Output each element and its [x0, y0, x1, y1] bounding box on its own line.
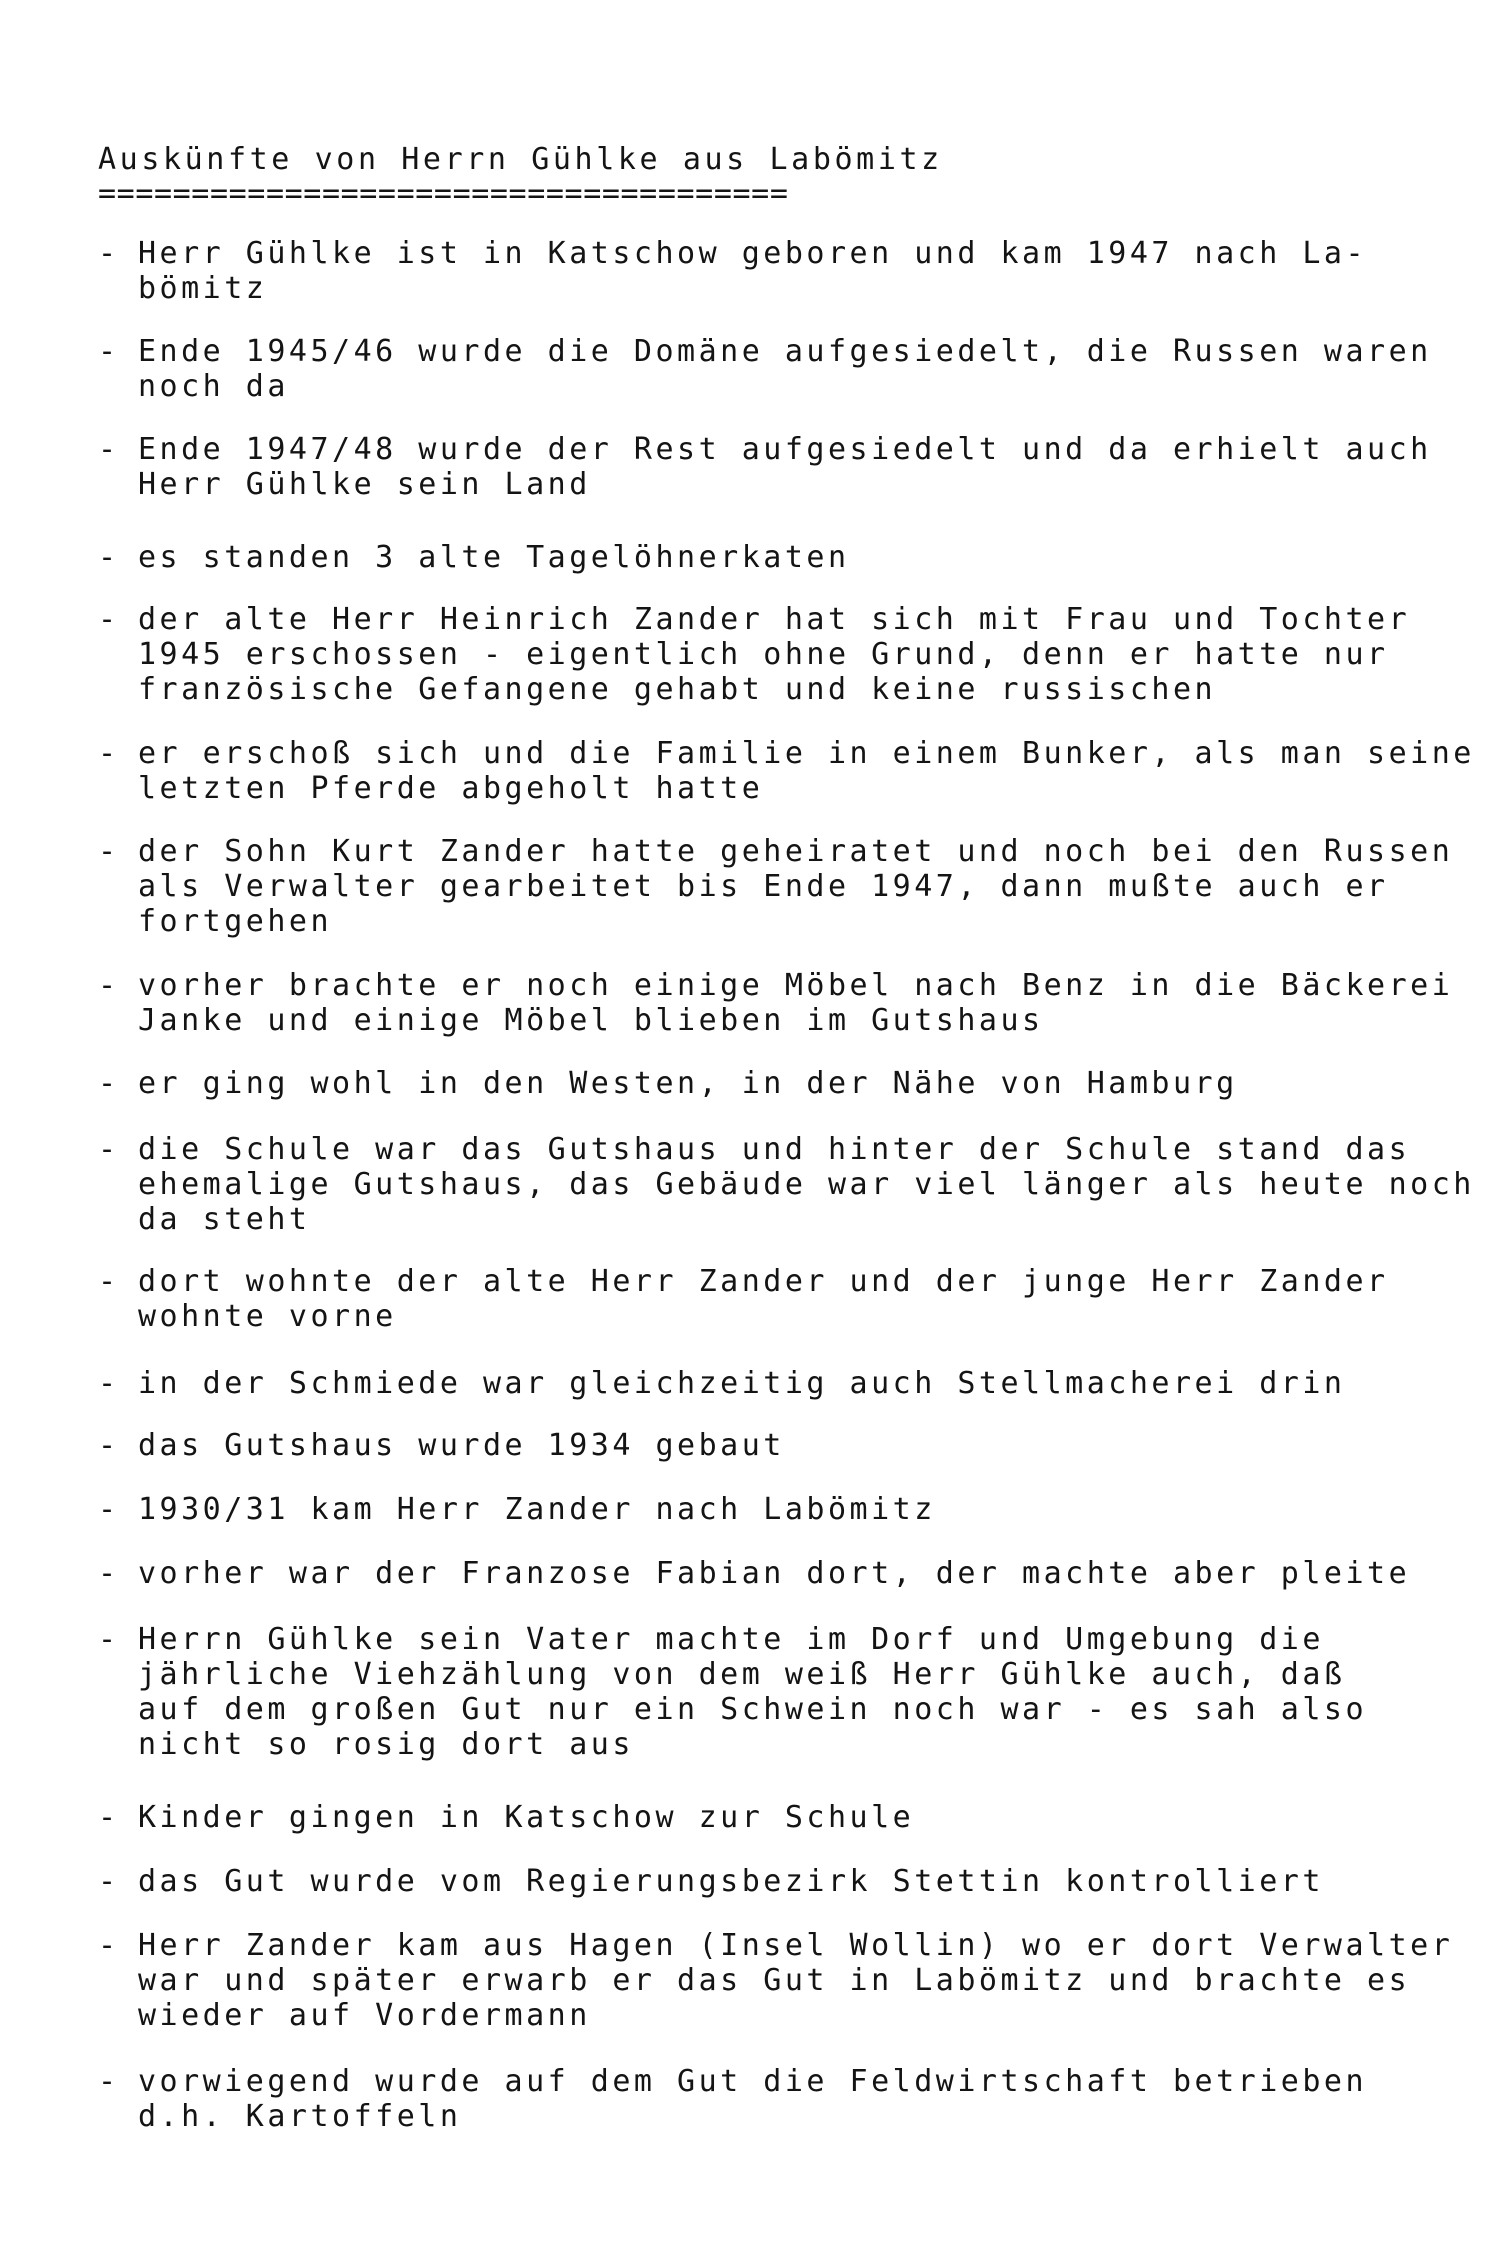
list-dash: - — [98, 602, 117, 637]
list-item-text: er ging wohl in den Westen, in der Nähe von Hamburg — [138, 1066, 1238, 1101]
list-item-text: das Gut wurde vom Regierungsbezirk Stettin kontrolliert — [138, 1864, 1324, 1899]
list-item-text: es standen 3 alte Tagelöhnerkaten — [138, 540, 850, 575]
list-item-text: der Sohn Kurt Zander hatte geheiratet und noch bei den Russen als Verwalter gearbeitet bis Ende 1947, dann mußte auch er fortgehen — [138, 834, 1454, 939]
list-item-text: der alte Herr Heinrich Zander hat sich mit Frau und Tochter 1945 erschossen - eigentlich ohne Grund, denn er hatte nur französische Gefangene gehabt und keine russischen — [138, 602, 1411, 707]
list-dash: - — [98, 1492, 117, 1527]
list-item-text: Herr Gühlke ist in Katschow geboren und kam 1947 nach La- bömitz — [138, 236, 1368, 306]
list-item-text: Kinder gingen in Katschow zur Schule — [138, 1800, 915, 1835]
list-dash: - — [98, 1556, 117, 1591]
list-item-text: vorher war der Franzose Fabian dort, der machte aber pleite — [138, 1556, 1411, 1591]
list-item-text: vorwiegend wurde auf dem Gut die Feldwirtschaft betrieben d.h. Kartoffeln — [138, 2064, 1368, 2134]
title-underline: ===================================== — [98, 176, 789, 211]
list-item-text: das Gutshaus wurde 1934 gebaut — [138, 1428, 785, 1463]
list-dash: - — [98, 334, 117, 369]
list-dash: - — [98, 1928, 117, 1963]
list-dash: - — [98, 1132, 117, 1167]
list-dash: - — [98, 1066, 117, 1101]
list-dash: - — [98, 1428, 117, 1463]
list-item-text: die Schule war das Gutshaus und hinter der Schule stand das ehemalige Gutshaus, das Gebäude war viel länger als heute noch da steht — [138, 1132, 1475, 1237]
list-dash: - — [98, 1366, 117, 1401]
list-dash: - — [98, 968, 117, 1003]
list-item-text: vorher brachte er noch einige Möbel nach Benz in die Bäckerei Janke und einige Möbel blieben im Gutshaus — [138, 968, 1454, 1038]
list-item-text: 1930/31 kam Herr Zander nach Labömitz — [138, 1492, 936, 1527]
list-dash: - — [98, 1622, 117, 1657]
list-item-text: Ende 1945/46 wurde die Domäne aufgesiedelt, die Russen waren noch da — [138, 334, 1432, 404]
list-dash: - — [98, 540, 117, 575]
list-item-text: er erschoß sich und die Familie in einem Bunker, als man seine letzten Pferde abgeholt hatte — [138, 736, 1475, 806]
list-item-text: Ende 1947/48 wurde der Rest aufgesiedelt und da erhielt auch Herr Gühlke sein Land — [138, 432, 1432, 502]
list-dash: - — [98, 236, 117, 271]
list-dash: - — [98, 834, 117, 869]
list-dash: - — [98, 1264, 117, 1299]
list-dash: - — [98, 1864, 117, 1899]
list-dash: - — [98, 736, 117, 771]
list-item-text: dort wohnte der alte Herr Zander und der junge Herr Zander wohnte vorne — [138, 1264, 1389, 1334]
document-title: Auskünfte von Herrn Gühlke aus Labömitz — [98, 142, 943, 177]
list-dash: - — [98, 432, 117, 467]
list-item-text: in der Schmiede war gleichzeitig auch Stellmacherei drin — [138, 1366, 1346, 1401]
list-item-text: Herrn Gühlke sein Vater machte im Dorf und Umgebung die jährliche Viehzählung von dem weiß Herr Gühlke auch, daß auf dem großen Gut nur ein Schwein noch war - es sah also nicht so rosig dort aus — [138, 1622, 1368, 1762]
list-item-text: Herr Zander kam aus Hagen (Insel Wollin) wo er dort Verwalter war und später erwarb er das Gut in Labömitz und brachte es wieder auf Vordermann — [138, 1928, 1454, 2033]
list-dash: - — [98, 1800, 117, 1835]
list-dash: - — [98, 2064, 117, 2099]
